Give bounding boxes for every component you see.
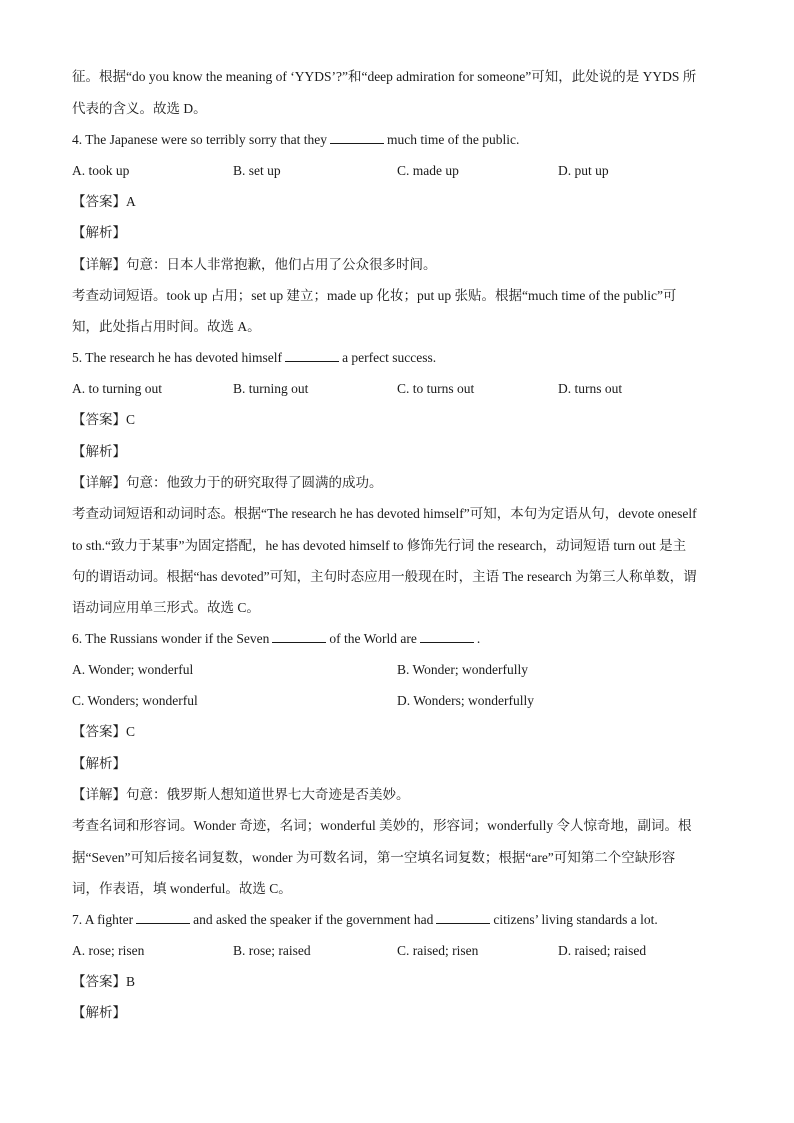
answer-value: C: [126, 412, 136, 427]
detail-tag: 【详解】: [72, 475, 126, 490]
answer-blank: [420, 630, 474, 643]
analysis-tag: 【解析】: [72, 225, 126, 240]
option-d: D. raised; raised: [558, 943, 647, 958]
stem-part: of the World are: [329, 631, 417, 646]
explanation-line: 语动词应用单三形式。故选 C。: [72, 600, 260, 615]
option-b: B. turning out: [233, 381, 309, 396]
explanation-line: 考查动词短语和动词时态。根据“The research he has devoted himself”可知，本句为定语从句，devote oneself: [72, 506, 697, 521]
stem-part: 7. A fighter: [72, 912, 134, 927]
answer-blank: [330, 131, 384, 144]
stem-part: citizens’ living standards a lot.: [493, 912, 658, 927]
question-5-stem: [72, 349, 436, 367]
detail-tag: 【详解】: [72, 257, 126, 272]
stem-part: and asked the speaker if the government had: [193, 912, 434, 927]
text-line: 代表的含义。故选 D。: [72, 101, 207, 116]
option-a: A. rose; risen: [72, 943, 145, 958]
detail-text: 句意：他致力于的研究取得了圆满的成功。: [126, 475, 383, 490]
answer-line: [72, 411, 135, 429]
answer-blank: [436, 911, 490, 924]
option-a: A. Wonder; wonderful: [72, 662, 194, 677]
explanation-line: 词，作表语，填 wonderful。故选 C。: [72, 881, 292, 896]
detail-text: 句意：俄罗斯人想知道世界七大奇迹是否美妙。: [126, 787, 410, 802]
answer-blank: [272, 630, 326, 643]
option-b: B. Wonder; wonderfully: [397, 662, 529, 677]
detail-line: [72, 474, 383, 492]
answer-blank: [136, 911, 190, 924]
detail-line: [72, 256, 437, 274]
detail-tag: 【详解】: [72, 787, 126, 802]
answer-line: [72, 193, 136, 211]
stem-part: 4. The Japanese were so terribly sorry that they: [72, 132, 328, 147]
option-c: C. Wonders; wonderful: [72, 693, 198, 708]
answer-tag: 【答案】: [72, 724, 126, 739]
option-b: B. set up: [233, 163, 281, 178]
explanation-line: 考查动词短语。took up 占用；set up 建立；made up 化妆；put up 张贴。根据“much time of the public”可: [72, 288, 677, 303]
answer-line: [72, 973, 135, 991]
option-a: A. to turning out: [72, 381, 162, 396]
option-d: D. turns out: [558, 381, 623, 396]
option-b: B. rose; raised: [233, 943, 311, 958]
option-d: D. put up: [558, 163, 609, 178]
text-line: 征。根据“do you know the meaning of ‘YYDS’?”和“deep admiration for someone”可知，此处说的是 YYDS 所: [72, 69, 697, 84]
stem-part: 5. The research he has devoted himself: [72, 350, 283, 365]
answer-tag: 【答案】: [72, 412, 126, 427]
stem-part: a perfect success.: [342, 350, 437, 365]
analysis-tag: 【解析】: [72, 444, 126, 459]
stem-part: 6. The Russians wonder if the Seven: [72, 631, 270, 646]
question-7-stem: [72, 911, 658, 929]
detail-line: [72, 786, 410, 804]
option-c: C. raised; risen: [397, 943, 479, 958]
analysis-tag: 【解析】: [72, 756, 126, 771]
option-d: D. Wonders; wonderfully: [397, 693, 535, 708]
explanation-line: 据“Seven”可知后接名词复数，wonder 为可数名词，第一空填名词复数；根据“are”可知第二个空缺形容: [72, 850, 676, 865]
explanation-line: 知，此处指占用时间。故选 A。: [72, 319, 261, 334]
analysis-tag: 【解析】: [72, 1005, 126, 1020]
stem-part: much time of the public.: [387, 132, 520, 147]
stem-part: .: [476, 631, 481, 646]
question-6-stem: [72, 630, 480, 648]
explanation-line: 句的谓语动词。根据“has devoted”可知，主句时态应用一般现在时，主语 The research 为第三人称单数，谓: [72, 569, 697, 584]
answer-tag: 【答案】: [72, 194, 126, 209]
answer-blank: [285, 349, 339, 362]
explanation-line: to sth.“致力于某事”为固定搭配，he has devoted himself to 修饰先行词 the research，动词短语 turn out 是主: [72, 538, 687, 553]
explanation-line: 考查名词和形容词。Wonder 奇迹，名词；wonderful 美妙的，形容词；wonderfully 令人惊奇地，副词。根: [72, 818, 692, 833]
option-c: C. to turns out: [397, 381, 475, 396]
question-4-stem: [72, 131, 519, 149]
answer-value: B: [126, 974, 136, 989]
answer-line: [72, 723, 135, 741]
option-c: C. made up: [397, 163, 459, 178]
option-a: A. took up: [72, 163, 130, 178]
answer-tag: 【答案】: [72, 974, 126, 989]
answer-value: C: [126, 724, 136, 739]
answer-value: A: [126, 194, 136, 209]
detail-text: 句意：日本人非常抱歉，他们占用了公众很多时间。: [126, 257, 437, 272]
